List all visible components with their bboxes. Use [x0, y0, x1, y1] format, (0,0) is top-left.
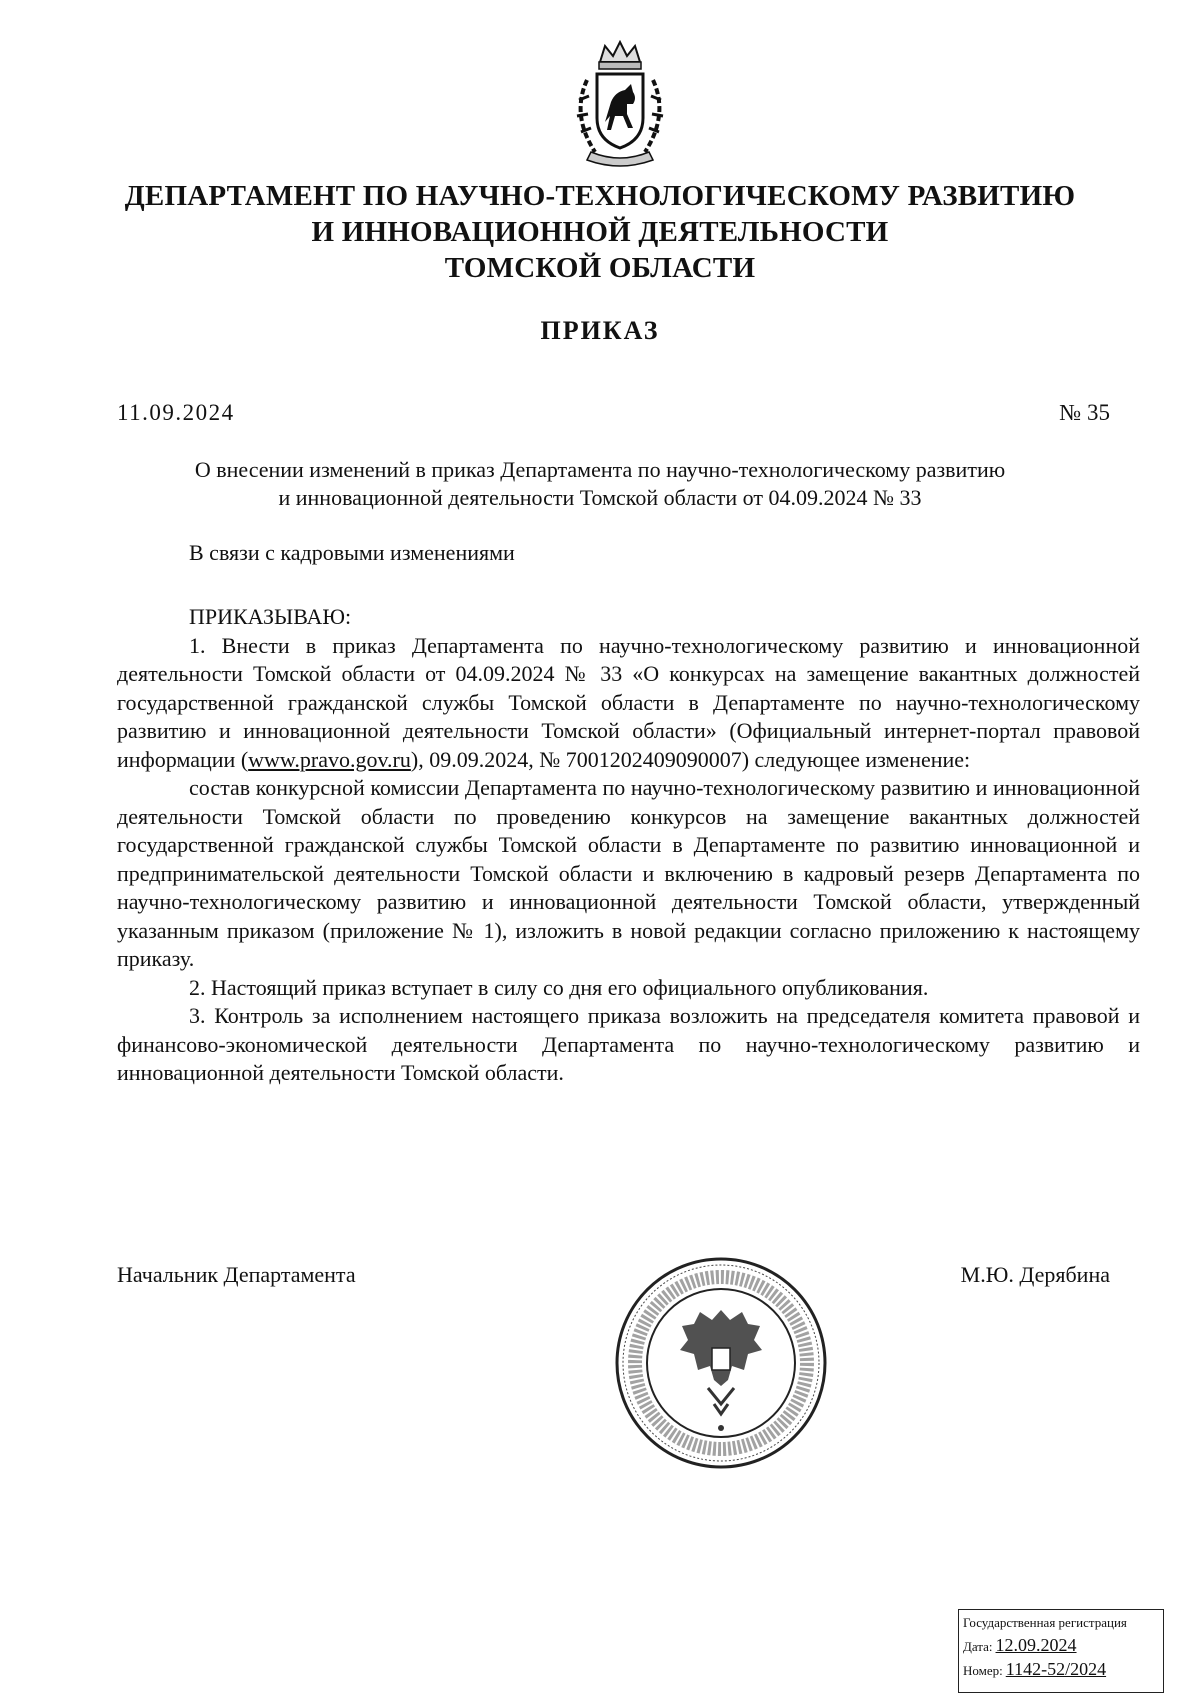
department-title-line1: ДЕПАРТАМЕНТ ПО НАУЧНО-ТЕХНОЛОГИЧЕСКОМУ РАЗВИТИЮ [124, 180, 1076, 212]
coat-of-arms-emblem [565, 40, 675, 168]
official-seal-stamp [612, 1254, 830, 1472]
signatory-role: Начальник Департамента [117, 1262, 356, 1287]
pravo-portal-link[interactable]: www.pravo.gov.ru [248, 746, 411, 772]
order-item-1 [117, 632, 1140, 775]
order-keyword: ПРИКАЗЫВАЮ: [189, 604, 352, 629]
order-item-1-text-end: ), 09.09.2024, № 7001202409090007) следующее изменение: [410, 746, 971, 772]
registration-date-label: Дата: [963, 1639, 993, 1654]
order-item-1-text: 1. Внести в приказ Департамента по научно-технологическому развитию и инновационной деятельности Томской области от 04.09.2024 № 33 «О конкурсах на замещение вакантных должностей государственной гражданской службы Томской области в Департаменте по научно-технологическому развитию и инновационной деятельности Томской области» (Официальный интернет-портал правовой информации ( [117, 632, 1140, 772]
preamble [117, 539, 1140, 568]
document-type: ПРИКАЗ [540, 316, 660, 345]
department-title [100, 178, 1100, 286]
order-subject-line1: О внесении изменений в приказ Департамента по научно-технологическому развитию [194, 457, 1006, 482]
signatory-name: М.Ю. Дерябина [960, 1262, 1110, 1287]
state-registration-box [958, 1609, 1164, 1693]
registration-title: Государственная регистрация [963, 1615, 1127, 1630]
registration-number-value: 1142-52/2024 [1005, 1659, 1107, 1679]
department-title-line2: И ИННОВАЦИОННОЙ ДЕЯТЕЛЬНОСТИ [311, 216, 889, 248]
order-item-3: 3. Контроль за исполнением настоящего приказа возложить на председателя комитета правовой и финансово-экономической деятельности Департамента по научно-технологическому развитию и инновационной деятельности Томской области. [117, 1003, 1140, 1085]
order-subject-line2: и инновационной деятельности Томской области от 04.09.2024 № 33 [278, 485, 922, 510]
order-number: № 35 [1059, 400, 1110, 425]
department-title-line3: ТОМСКОЙ ОБЛАСТИ [444, 252, 756, 284]
registration-number-label: Номер: [963, 1663, 1003, 1678]
order-body [117, 603, 1140, 1088]
registration-date-value: 12.09.2024 [995, 1635, 1077, 1655]
order-item-1-change: состав конкурсной комиссии Департамента по научно-технологическому развитию и инновационной деятельности Томской области по проведению конкурсов на замещение вакантных должностей государственной гражданской службы Томской области в Департаменте по развитию инновационной и предпринимательской деятельности Томской области и включению в кадровый резерв Департамента по научно-технологическому развитию и инновационной деятельности Томской области, утвержденный указанным приказом (приложение № 1), изложить в новой редакции согласно приложению к настоящему приказу. [117, 775, 1140, 971]
order-date: 11.09.2024 [117, 400, 235, 425]
registration-number-row [963, 1657, 1163, 1681]
order-item-2: 2. Настоящий приказ вступает в силу со дня его официального опубликования. [189, 974, 929, 1000]
order-subject [100, 456, 1100, 512]
registration-date-row [963, 1633, 1163, 1657]
preamble-text: В связи с кадровыми изменениями [189, 540, 515, 565]
